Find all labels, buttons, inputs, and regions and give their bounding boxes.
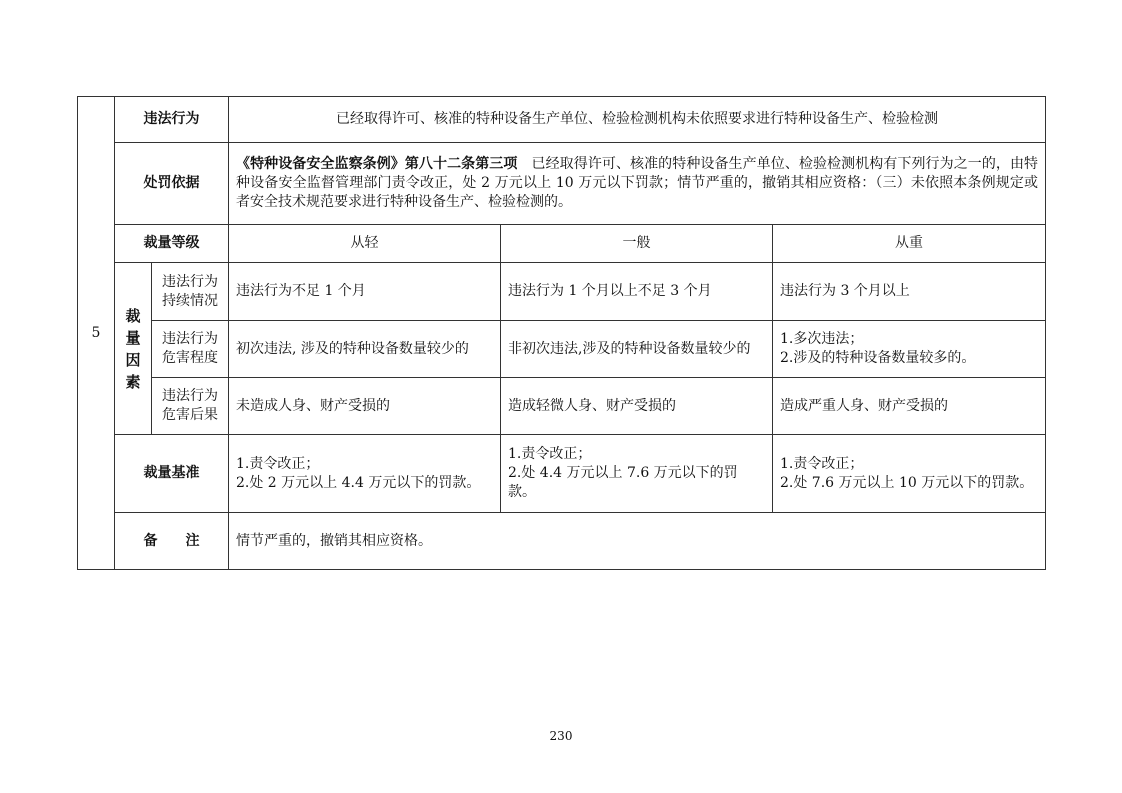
- penalty-basis-text: 已经取得许可、核准的特种设备生产单位、检验检测机构有下列行为之一的，由特种设备安全监督管理部门责令改正，处 2 万元以上 10 万元以下罚款；情节严重的，撤销其相应资格：（三）未依照本条例规定或者安全技术规范要求进行特种设备生产、检验检测的。: [236, 156, 1039, 210]
- factor-label-consequence: 违法行为 危害后果: [152, 378, 229, 435]
- level-normal: 一般: [501, 225, 773, 263]
- violation-label: 违法行为: [115, 97, 229, 143]
- page-number: 230: [549, 729, 573, 743]
- standard-light: 1.责令改正； 2.处 2 万元以上 4.4 万元以下的罚款。: [229, 435, 501, 513]
- severity-heavy: 1.多次违法； 2.涉及的特种设备数量较多的。: [773, 321, 1046, 378]
- penalty-basis-label: 处罚依据: [115, 143, 229, 225]
- consequence-light: 未造成人身、财产受损的: [229, 378, 501, 435]
- discretion-standard-table: [77, 96, 1046, 570]
- factor-row-duration: [78, 263, 1046, 321]
- violation-text: 已经取得许可、核准的特种设备生产单位、检验检测机构未依照要求进行特种设备生产、检验检测: [229, 97, 1046, 143]
- penalty-basis-row: [78, 143, 1046, 225]
- discretion-standard-label: 裁量基准: [115, 435, 229, 513]
- duration-heavy: 违法行为 3 个月以上: [773, 263, 1046, 321]
- level-heavy: 从重: [773, 225, 1046, 263]
- remarks-label: 备 注: [115, 513, 229, 570]
- discretion-standard-row: [78, 435, 1046, 513]
- standard-normal: 1.责令改正； 2.处 4.4 万元以上 7.6 万元以下的罚款。: [501, 435, 773, 513]
- consequence-heavy: 造成严重人身、财产受损的: [773, 378, 1046, 435]
- row-number: 5: [78, 97, 115, 570]
- discretion-level-label: 裁量等级: [115, 225, 229, 263]
- remarks-row: [78, 513, 1046, 570]
- penalty-basis-cell: [229, 143, 1046, 225]
- standard-heavy: 1.责令改正； 2.处 7.6 万元以上 10 万元以下的罚款。: [773, 435, 1046, 513]
- factor-label-severity: 违法行为 危害程度: [152, 321, 229, 378]
- factor-row-consequence: [78, 378, 1046, 435]
- discretion-factors-label: 裁 量 因 素: [115, 263, 152, 435]
- consequence-normal: 造成轻微人身、财产受损的: [501, 378, 773, 435]
- factor-row-severity: [78, 321, 1046, 378]
- discretion-level-row: [78, 225, 1046, 263]
- factor-label-duration: 违法行为 持续情况: [152, 263, 229, 321]
- severity-light: 初次违法, 涉及的特种设备数量较少的: [229, 321, 501, 378]
- duration-normal: 违法行为 1 个月以上不足 3 个月: [501, 263, 773, 321]
- violation-row: [78, 97, 1046, 143]
- law-title: 《特种设备安全监察条例》第八十二条第三项: [236, 156, 518, 172]
- duration-light: 违法行为不足 1 个月: [229, 263, 501, 321]
- level-light: 从轻: [229, 225, 501, 263]
- severity-normal: 非初次违法,涉及的特种设备数量较少的: [501, 321, 773, 378]
- remarks-text: 情节严重的，撤销其相应资格。: [229, 513, 1046, 570]
